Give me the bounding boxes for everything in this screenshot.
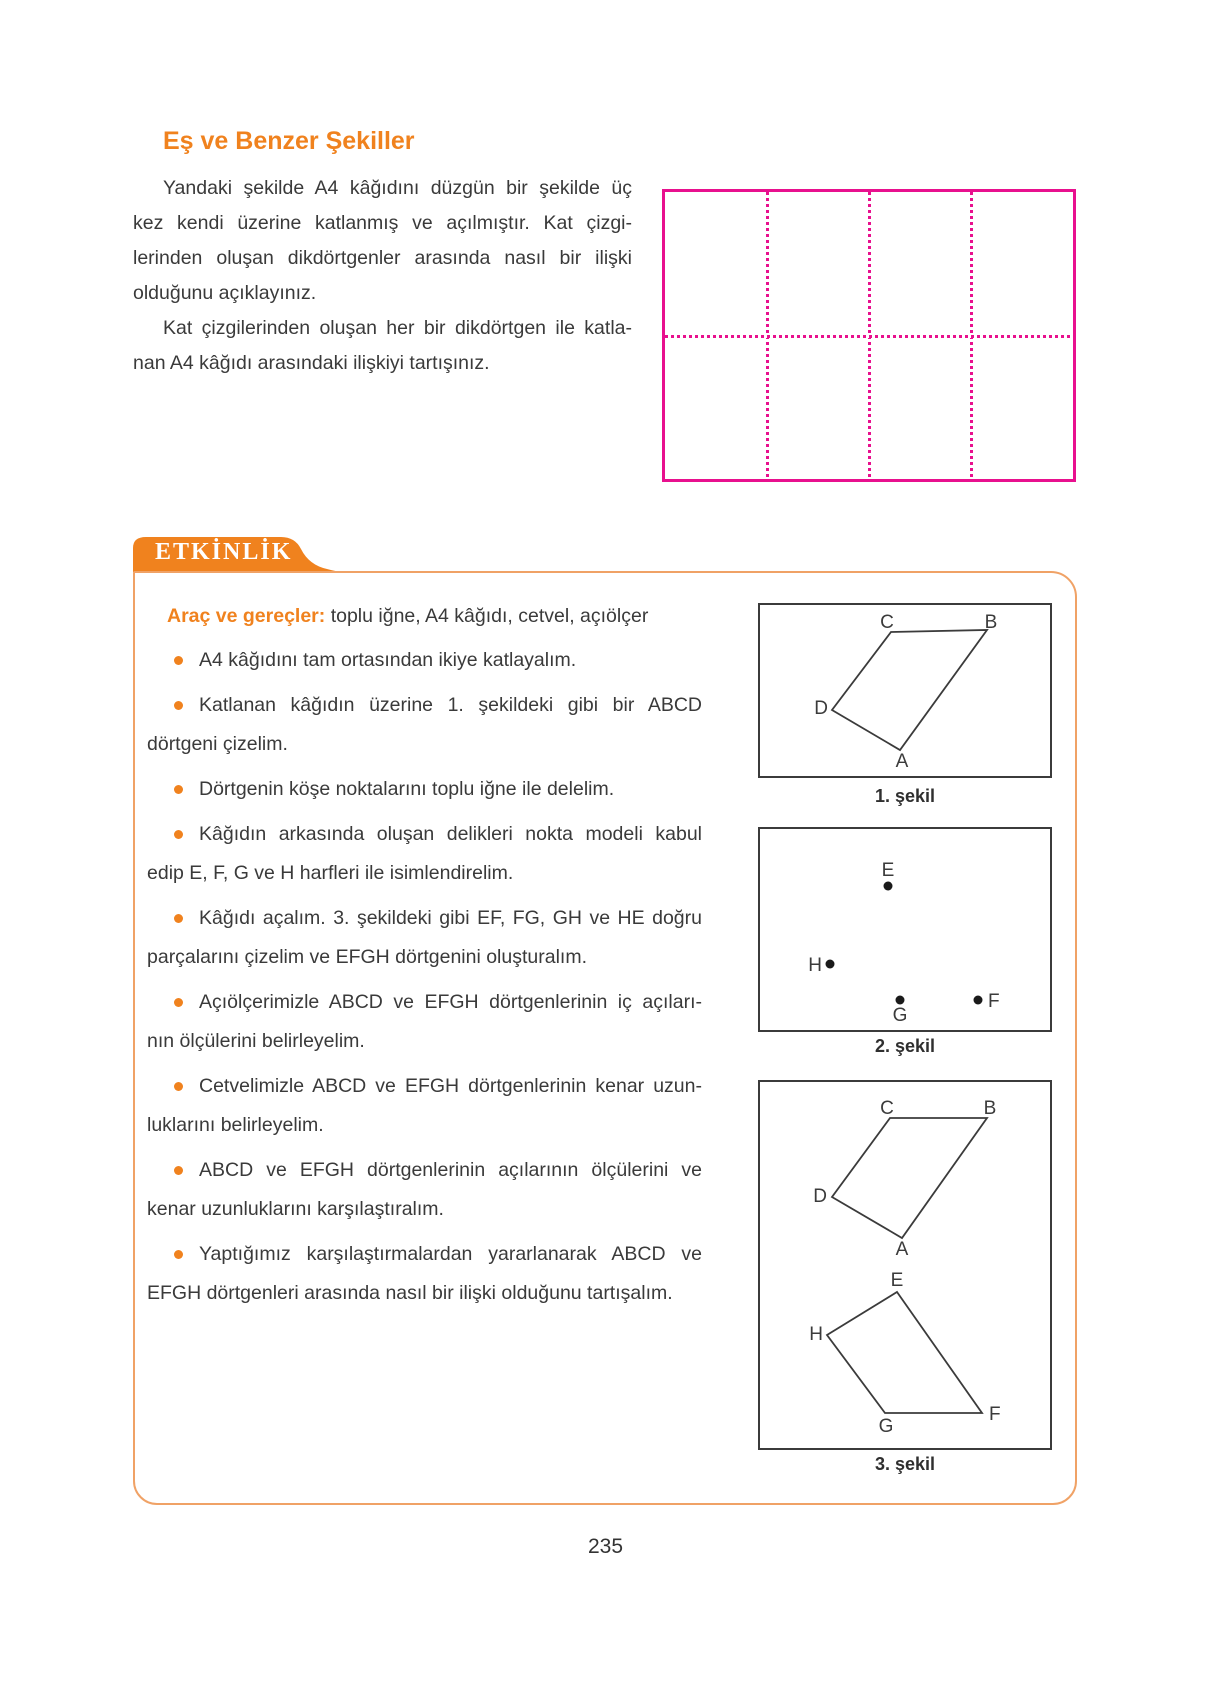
bullet-icon xyxy=(174,656,183,665)
activity-bullet-6 xyxy=(147,983,702,1061)
vertex-label-d: D xyxy=(814,698,828,719)
quadrilateral-abcd xyxy=(832,1118,987,1238)
bullet-icon xyxy=(174,1250,183,1259)
tools-items: toplu iğne, A4 kâğıdı, cetvel, açıölçer xyxy=(325,605,649,627)
vertex-label-a: A xyxy=(895,1239,909,1260)
bullet-text: A4 kâğıdını tam ortasından ikiye katlayalım. xyxy=(199,649,577,671)
activity-bullet-9 xyxy=(147,1235,702,1313)
intro-text xyxy=(133,171,632,381)
point-f xyxy=(974,996,983,1005)
tools-line xyxy=(167,597,702,635)
activity-bullet-2 xyxy=(147,686,702,764)
bullet-text: Dörtgenin köşe noktalarını toplu iğne ile delelim. xyxy=(199,778,615,800)
vertex-label-c: C xyxy=(880,1098,894,1119)
point-e xyxy=(884,882,893,891)
activity-bullet-8 xyxy=(147,1151,702,1229)
vertex-label-a: A xyxy=(895,751,909,772)
folded-paper-diagram xyxy=(662,189,1076,482)
quadrilateral-efgh xyxy=(827,1292,982,1413)
quadrilateral-abcd xyxy=(832,630,987,750)
bullet-text: ABCD ve EFGH dörtgenlerinin açılarının ölçülerini ve kenar uzunluklarını karşılaştıralım. xyxy=(147,1159,702,1220)
figure-1-box xyxy=(758,603,1052,778)
bullet-text: Yaptığımız karşılaştırmalardan yararlanarak ABCD ve EFGH dörtgenleri arasında nasıl bir ilişki olduğunu tartışalım. xyxy=(147,1243,702,1304)
bullet-icon xyxy=(174,830,183,839)
vertex-label-g: G xyxy=(878,1416,894,1437)
point-h xyxy=(826,960,835,969)
figure-2-box xyxy=(758,827,1052,1032)
vertex-label-h: H xyxy=(809,1324,823,1345)
bullet-text: Açıölçerimizle ABCD ve EFGH dörtgenlerinin iç açıları- nın ölçülerini belirleyelim. xyxy=(147,991,702,1052)
vertex-label-d: D xyxy=(813,1186,827,1207)
vertex-label-c: C xyxy=(880,612,894,633)
bullet-text: Cetvelimizle ABCD ve EFGH dörtgenlerinin kenar uzun- luklarını belirleyelim. xyxy=(147,1075,702,1136)
bullet-icon xyxy=(174,998,183,1007)
point-label-h: H xyxy=(808,955,822,976)
vertex-label-f: F xyxy=(989,1404,1001,1425)
figure-3-drawing xyxy=(760,1082,1050,1448)
bullet-text: Katlanan kâğıdın üzerine 1. şekildeki gibi bir ABCD dörtgeni çizelim. xyxy=(147,694,702,755)
intro-paragraph-2: Kat çizgilerinden oluşan her bir dikdörtgen ile katla- nan A4 kâğıdı arasındaki ilişkiyi tartışınız. xyxy=(133,317,632,374)
figure-1-drawing xyxy=(760,605,1050,776)
activity-banner-label: ETKİNLİK xyxy=(155,539,293,565)
point-label-f: F xyxy=(988,991,1000,1012)
activity-bullet-5 xyxy=(147,899,702,977)
vertex-label-e: E xyxy=(890,1270,904,1291)
figure-3-caption: 3. şekil xyxy=(874,1454,936,1474)
bullet-icon xyxy=(174,1082,183,1091)
activity-bullet-7 xyxy=(147,1067,702,1145)
vertex-label-b: B xyxy=(983,1098,997,1119)
figure-1-caption: 1. şekil xyxy=(874,786,936,806)
activity-bullet-3 xyxy=(147,770,702,809)
activity-bullet-4 xyxy=(147,815,702,893)
figure-2-drawing xyxy=(760,829,1050,1030)
page-title: Eş ve Benzer Şekiller xyxy=(163,127,415,155)
activity-content xyxy=(135,573,702,1313)
figure-3-box xyxy=(758,1080,1052,1450)
page-number: 235 xyxy=(587,1535,624,1558)
figure-2-caption: 2. şekil xyxy=(874,1036,936,1056)
point-label-g: G xyxy=(892,1005,908,1026)
bullet-text: Kâğıdın arkasında oluşan delikleri nokta modeli kabul edip E, F, G ve H harfleri ile isimlendirelim. xyxy=(147,823,702,884)
intro-paragraph-1: Yandaki şekilde A4 kâğıdını düzgün bir şekilde üç kez kendi üzerine katlanmış ve açılmıştır. Kat çizgi- lerinden oluşan dikdörtgenler arasında nasıl bir ilişki olduğunu açıklayınız. xyxy=(133,177,632,304)
bullet-icon xyxy=(174,914,183,923)
point-label-e: E xyxy=(881,860,895,881)
bullet-text: Kâğıdı açalım. 3. şekildeki gibi EF, FG, GH ve HE doğru parçalarını çizelim ve EFGH dörtgenini oluşturalım. xyxy=(147,907,702,968)
bullet-icon xyxy=(174,785,183,794)
tools-label: Araç ve gereçler: xyxy=(167,605,326,627)
activity-banner xyxy=(133,537,343,572)
bullet-icon xyxy=(174,701,183,710)
point-g xyxy=(896,996,905,1005)
bullet-icon xyxy=(174,1166,183,1175)
vertex-label-b: B xyxy=(984,612,998,633)
activity-bullet-1 xyxy=(147,641,702,680)
fold-line-horizontal xyxy=(665,335,1073,338)
